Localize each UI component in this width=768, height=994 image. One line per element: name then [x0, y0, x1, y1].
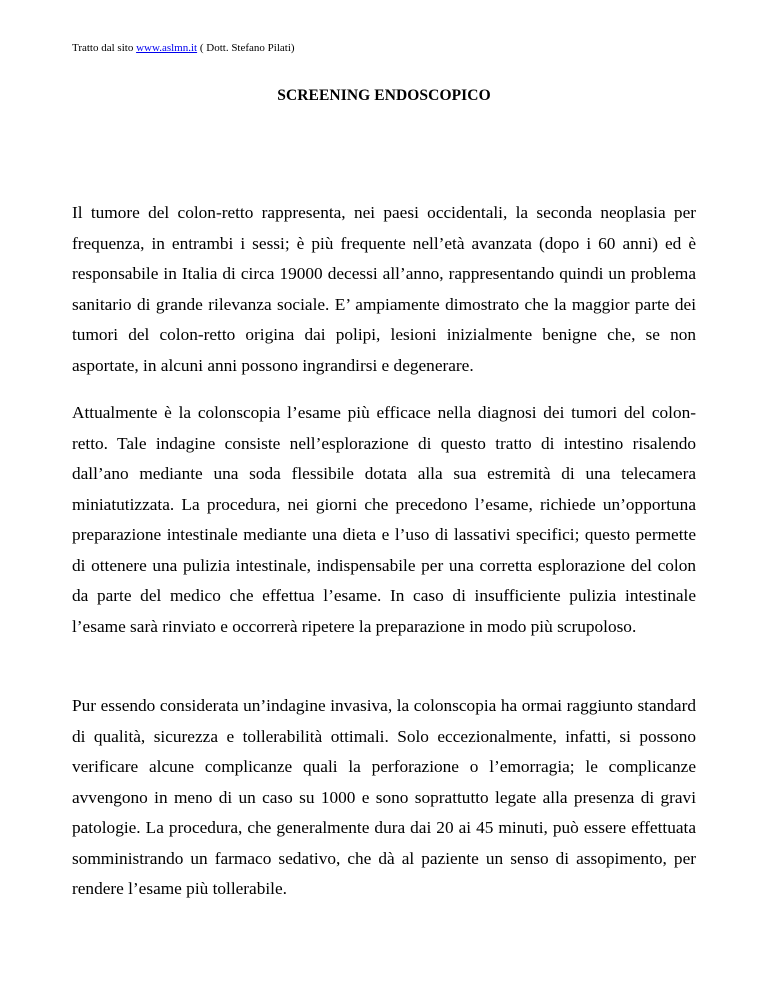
document-title: SCREENING ENDOSCOPICO	[277, 87, 491, 104]
source-header	[72, 41, 295, 55]
paragraph-3: Pur essendo considerata un’indagine invasiva, la colonscopia ha ormai raggiunto standard di qualità, sicurezza e tollerabilità ottimali. Solo eccezionalmente, infatti, si possono verificare alcune complicanze quali la perforazione o l’emorragia; le complicanze avvengono in meno di un caso su 1000 e sono soprattutto legate alla presenza di gravi patologie. La procedura, che generalmente dura dai 20 ai 45 minuti, può essere effettuata somministrando un farmaco sedativo, che dà al paziente un senso di assopimento, per rendere l’esame più tollerabile.	[72, 696, 696, 898]
paragraph-2: Attualmente è la colonscopia l’esame più efficace nella diagnosi dei tumori del colon-retto. Tale indagine consiste nell’esplorazione di questo tratto di intestino risalendo dall’ano mediante una soda flessibile dotata alla sua estremità di una telecamera miniatutizzata. La procedura, nei giorni che precedono l’esame, richiede un’opportuna preparazione intestinale mediante una dieta e l’uso di lassativi specifici; questo permette di ottenere una pulizia intestinale, indispensabile per una corretta esplorazione del colon da parte del medico che effettua l’esame. In caso di insufficiente pulizia intestinale l’esame sarà rinviato e occorrerà ripetere la preparazione in modo più scrupoloso.	[72, 403, 696, 636]
source-prefix: Tratto dal sito	[72, 42, 137, 54]
source-suffix: ( Dott. Stefano Pilati)	[197, 42, 295, 54]
source-link[interactable]: www.aslmn.it	[136, 42, 198, 54]
paragraph-1: Il tumore del colon-retto rappresenta, nei paesi occidentali, la seconda neoplasia per frequenza, in entrambi i sessi; è più frequente nell’età avanzata (dopo i 60 anni) ed è responsabile in Italia di circa 19000 decessi all’anno, rappresentando quindi un problema sanitario di grande rilevanza sociale. E’ ampiamente dimostrato che la maggior parte dei tumori del colon-retto origina dai polipi, lesioni inizialmente benigne che, se non asportate, in alcuni anni possono ingrandirsi e degenerare.	[72, 203, 696, 375]
